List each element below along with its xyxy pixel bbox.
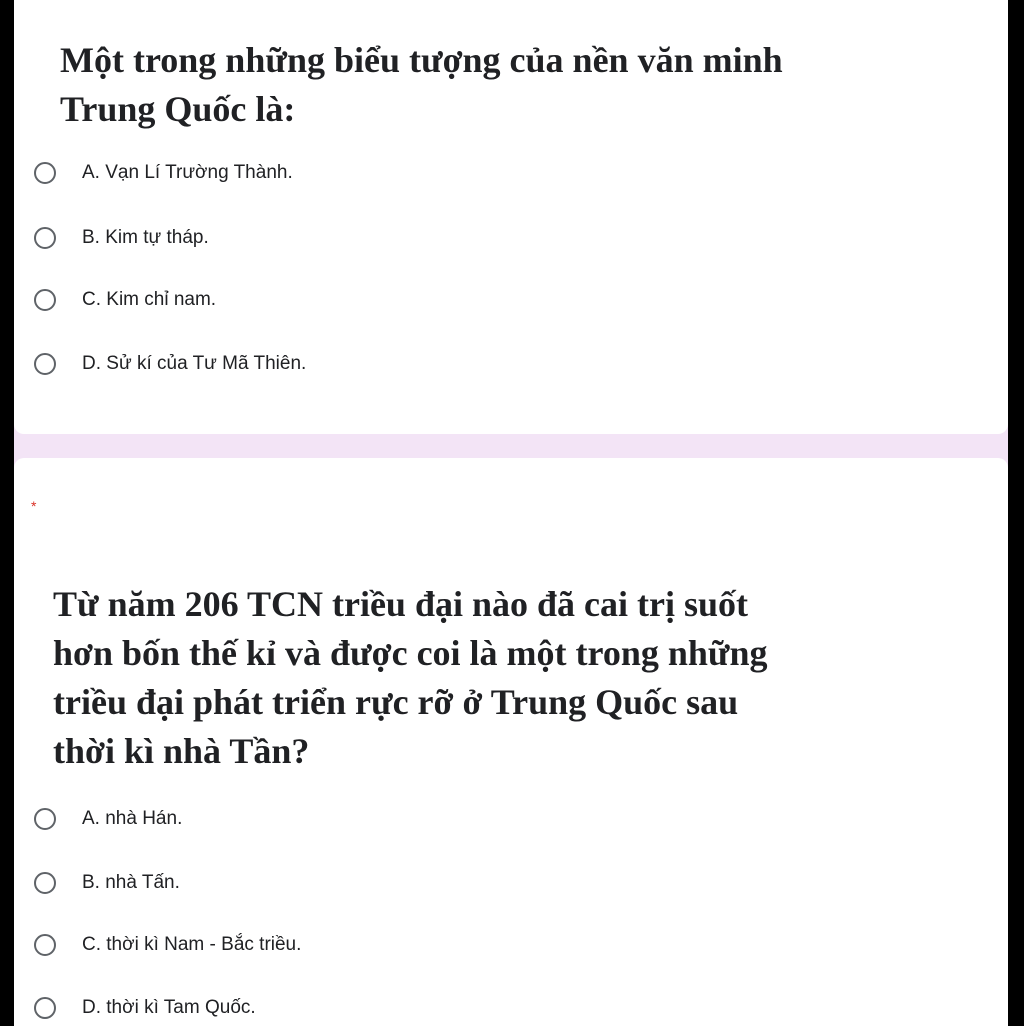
option-label: C. thời kì Nam - Bắc triều.	[82, 934, 302, 955]
option-label: B. Kim tự tháp.	[82, 227, 209, 248]
option-label: A. Vạn Lí Trường Thành.	[82, 162, 293, 183]
question-title-2: Từ năm 206 TCN triều đại nào đã cai trị suốt hơn bốn thế kỉ và được coi là một trong những triều đại phát triển rực rỡ ở Trung Quốc sau thời kì nhà Tần?	[53, 584, 768, 771]
form-page	[14, 0, 1008, 1026]
option-label: D. Sử kí của Tư Mã Thiên.	[82, 353, 307, 374]
option-2c[interactable]	[34, 928, 634, 962]
required-asterisk: *	[31, 498, 37, 514]
option-2d[interactable]	[34, 991, 634, 1025]
option-1b[interactable]	[34, 221, 634, 255]
option-label: B. nhà Tấn.	[82, 872, 180, 893]
option-label: D. thời kì Tam Quốc.	[82, 997, 256, 1018]
radio-button[interactable]	[34, 353, 56, 375]
radio-button[interactable]	[34, 997, 56, 1019]
radio-button[interactable]	[34, 934, 56, 956]
option-2b[interactable]	[34, 866, 634, 900]
radio-button[interactable]	[34, 808, 56, 830]
radio-button[interactable]	[34, 227, 56, 249]
option-1a[interactable]	[34, 156, 634, 190]
radio-button[interactable]	[34, 162, 56, 184]
radio-button[interactable]	[34, 289, 56, 311]
option-label: C. Kim chỉ nam.	[82, 289, 217, 310]
radio-button[interactable]	[34, 872, 56, 894]
option-2a[interactable]	[34, 802, 634, 836]
question-title-1: Một trong những biểu tượng của nền văn minh Trung Quốc là:	[60, 40, 783, 129]
option-1d[interactable]	[34, 347, 634, 381]
option-label: A. nhà Hán.	[82, 808, 183, 829]
option-1c[interactable]	[34, 283, 634, 317]
section-divider	[14, 434, 1008, 458]
question-card-1	[14, 0, 1008, 434]
